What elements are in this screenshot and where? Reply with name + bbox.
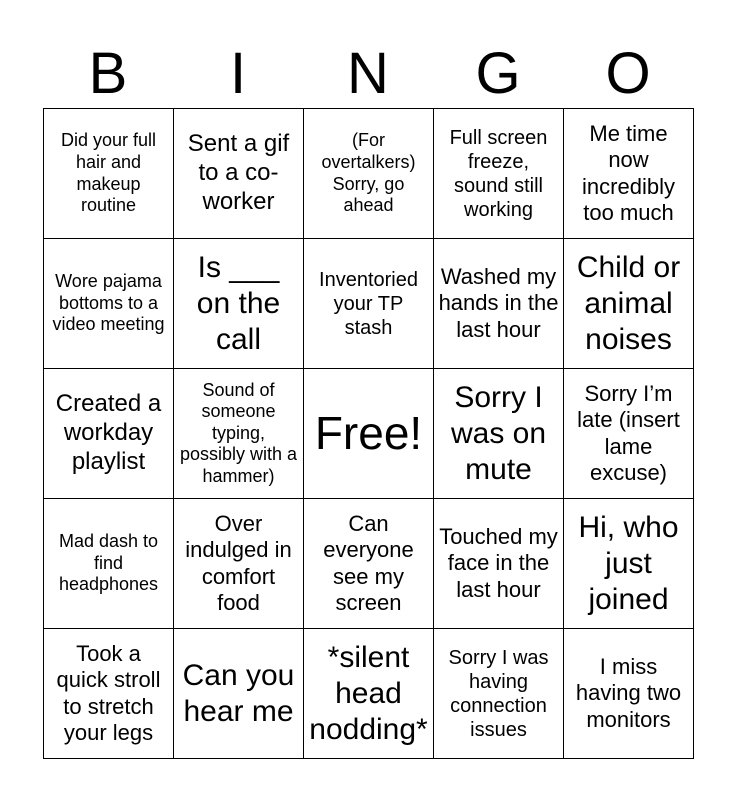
- bingo-cell[interactable]: Touched my face in the last hour: [434, 499, 564, 629]
- bingo-cell[interactable]: Sound of someone typing, possibly with a hammer): [174, 369, 304, 499]
- bingo-cell[interactable]: Sent a gif to a co-worker: [174, 109, 304, 239]
- header-letter-g: G: [475, 41, 521, 106]
- bingo-cell[interactable]: (For overtalkers) Sorry, go ahead: [304, 109, 434, 239]
- bingo-cell[interactable]: Sorry I’m late (insert lame excuse): [564, 369, 694, 499]
- bingo-cell[interactable]: Full screen freeze, sound still working: [434, 109, 564, 239]
- bingo-row: [44, 629, 694, 759]
- bingo-cell[interactable]: Sorry I was on mute: [434, 369, 564, 499]
- bingo-cell[interactable]: Hi, who just joined: [564, 499, 694, 629]
- bingo-cell[interactable]: Me time now incredibly too much: [564, 109, 694, 239]
- bingo-cell[interactable]: Over indulged in comfort food: [174, 499, 304, 629]
- bingo-cell[interactable]: Took a quick stroll to stretch your legs: [44, 629, 174, 759]
- bingo-cell[interactable]: *silent head nodding*: [304, 629, 434, 759]
- bingo-cell[interactable]: Sorry I was having connection issues: [434, 629, 564, 759]
- bingo-cell[interactable]: Child or animal noises: [564, 239, 694, 369]
- header-letter-n: N: [347, 41, 389, 106]
- bingo-row: [44, 109, 694, 239]
- free-space-cell[interactable]: Free!: [304, 369, 434, 499]
- header-letter-o: O: [605, 41, 651, 106]
- bingo-cell[interactable]: Mad dash to find headphones: [44, 499, 174, 629]
- bingo-cell[interactable]: Did your full hair and makeup routine: [44, 109, 174, 239]
- bingo-cell[interactable]: Wore pajama bottoms to a video meeting: [44, 239, 174, 369]
- header-letter-b: B: [88, 41, 128, 106]
- bingo-row: [44, 369, 694, 499]
- bingo-cell[interactable]: Can everyone see my screen: [304, 499, 434, 629]
- bingo-card-grid: [43, 108, 694, 759]
- bingo-cell[interactable]: I miss having two monitors: [564, 629, 694, 759]
- bingo-cell[interactable]: Inventoried your TP stash: [304, 239, 434, 369]
- header-letter-i: I: [229, 41, 247, 106]
- bingo-cell[interactable]: Washed my hands in the last hour: [434, 239, 564, 369]
- bingo-row: [44, 499, 694, 629]
- bingo-cell[interactable]: Created a workday playlist: [44, 369, 174, 499]
- bingo-cell[interactable]: Is ___ on the call: [174, 239, 304, 369]
- bingo-header: [43, 40, 693, 108]
- bingo-cell[interactable]: Can you hear me: [174, 629, 304, 759]
- bingo-row: [44, 239, 694, 369]
